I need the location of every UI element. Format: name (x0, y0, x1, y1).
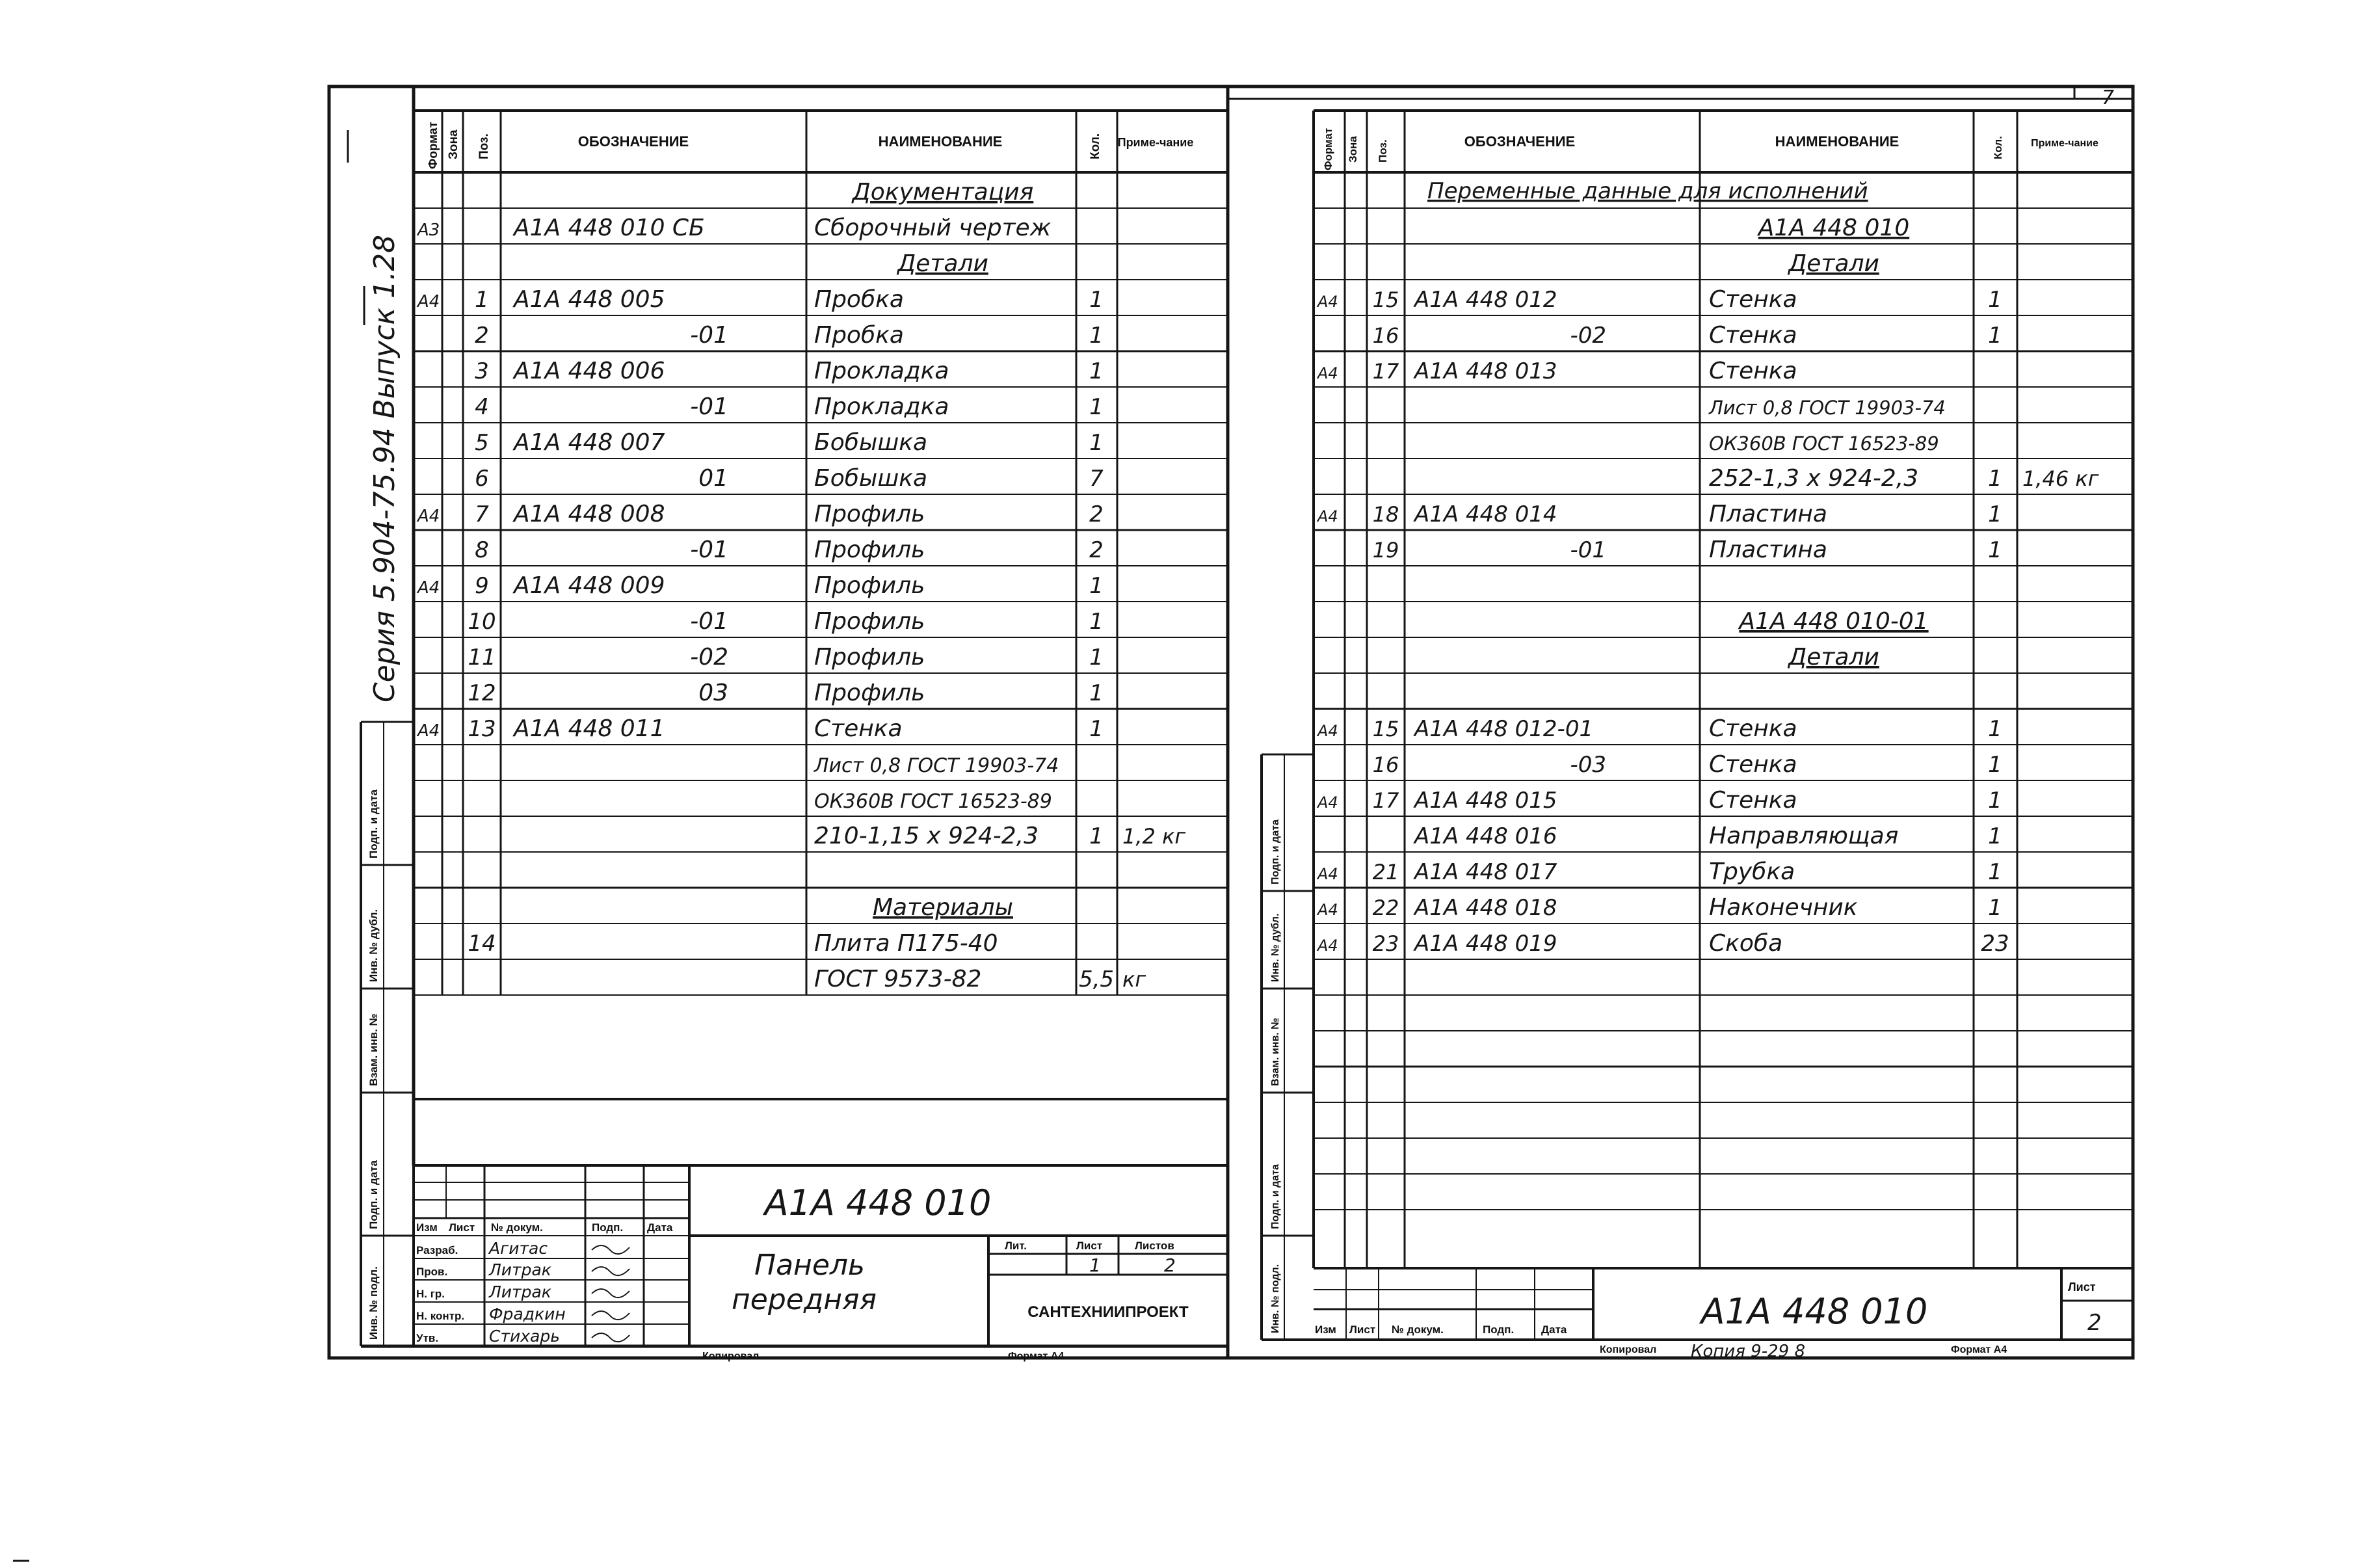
right-page-number-top: 7 (2102, 86, 2115, 109)
signer-0: Агитас (489, 1239, 548, 1258)
left-row-13-pos: 11 (468, 644, 496, 671)
right-row-3-format: A4 (1317, 293, 1338, 311)
left-row-5-qty: 1 (1089, 358, 1104, 384)
stamp-col-doc: № докум. (491, 1221, 543, 1234)
right-footer-copied-value: Копия 9-29 8 (1691, 1342, 1805, 1361)
right-row-15-name: Стенка (1709, 715, 1797, 742)
right-row-15-pos: 15 (1372, 717, 1399, 741)
left-side-label-0: Подп. и дата (367, 789, 380, 858)
right-row-17-designation: А1А 448 015 (1414, 788, 1557, 814)
right-row-6-name: Лист 0,8 ГОСТ 19903-74 (1709, 397, 1946, 419)
right-row-15-format: A4 (1317, 722, 1338, 740)
lit-label: Лит. (1005, 1240, 1027, 1252)
r-header-designation: ОБОЗНАЧЕНИЕ (1464, 133, 1576, 150)
signer-1: Литрак (489, 1260, 551, 1279)
right-side-label-1: Инв. № дубл. (1270, 913, 1281, 982)
left-row-8-pos: 6 (475, 466, 489, 492)
left-row-8-qty: 7 (1089, 466, 1104, 492)
left-row-6-qty: 1 (1089, 394, 1104, 420)
right-row-8-note: 1,46 кг (2022, 466, 2099, 491)
left-row-22-qty: 5,5 (1078, 966, 1115, 992)
left-row-22-note: кг (1122, 967, 1146, 992)
r-header-note: Приме-чание (2031, 138, 2098, 149)
left-row-6-pos: 4 (475, 394, 489, 420)
left-row-1-designation: А1А 448 010 СБ (514, 215, 705, 241)
right-row-17-qty: 1 (1988, 788, 2002, 814)
right-side-label-3: Подп. и дата (1270, 1164, 1281, 1229)
left-row-15-qty: 1 (1089, 716, 1104, 742)
right-row-17-name: Стенка (1709, 787, 1797, 814)
left-row-5-pos: 3 (475, 358, 489, 384)
left-row-15-format: A4 (417, 721, 440, 741)
right-row-12-name: А1А 448 010-01 (1739, 608, 1929, 635)
left-row-4-pos: 2 (475, 323, 489, 349)
right-row-21-designation: А1А 448 019 (1414, 931, 1557, 957)
right-row-10-name: Пластина (1709, 537, 1827, 563)
left-row-12-name: Профиль (814, 608, 925, 635)
left-row-9-qty: 2 (1089, 501, 1104, 527)
left-row-10-qty: 2 (1089, 537, 1104, 563)
left-row-3-qty: 1 (1089, 287, 1104, 313)
left-row-17-name: ОК360В ГОСТ 16523-89 (814, 790, 1052, 813)
right-row-21-qty: 23 (1981, 931, 2009, 957)
r-header-qty: Кол. (1992, 136, 2004, 159)
left-row-9-pos: 7 (475, 501, 489, 527)
r-stamp-col-date: Дата (1541, 1323, 1567, 1336)
role-3: Н. контр. (416, 1310, 465, 1322)
left-row-1-name: Сборочный чертеж (814, 215, 1052, 241)
left-row-21-pos: 14 (468, 931, 496, 957)
right-row-21-format: A4 (1317, 937, 1338, 955)
r-stamp-col-doc: № докум. (1392, 1323, 1444, 1336)
left-row-12-pos: 10 (468, 609, 496, 635)
left-row-11-designation: А1А 448 009 (514, 572, 665, 599)
r-stamp-col-list: Лист (1349, 1323, 1376, 1336)
right-footer-copied: Копировал (1600, 1344, 1657, 1355)
right-drawing-designation: А1А 448 010 (1701, 1291, 1928, 1332)
right-row-10-designation: -01 (1570, 537, 1606, 563)
left-side-label-2: Взам. инв. № (367, 1013, 380, 1086)
right-side-label-4: Инв. № подл. (1270, 1264, 1281, 1333)
left-row-14-qty: 1 (1089, 680, 1104, 706)
right-row-15-qty: 1 (1988, 716, 2002, 742)
right-row-2-name: Детали (1788, 250, 1879, 277)
right-row-4-name: Стенка (1709, 322, 1797, 349)
right-footer-format: Формат А4 (1951, 1344, 2007, 1355)
right-row-8-qty: 1 (1988, 466, 2002, 492)
left-row-3-designation: А1А 448 005 (514, 286, 665, 313)
left-row-16-name: Лист 0,8 ГОСТ 19903-74 (814, 754, 1059, 777)
left-row-7-pos: 5 (475, 430, 489, 456)
sheets-label: Листов (1135, 1240, 1174, 1252)
left-row-8-designation: 01 (698, 465, 728, 492)
role-2: Н. гр. (416, 1288, 445, 1300)
left-row-4-qty: 1 (1089, 323, 1104, 349)
right-row-20-designation: А1А 448 018 (1414, 895, 1557, 921)
left-row-3-format: A4 (417, 292, 440, 312)
right-row-8-name: 252-1,3 х 924-2,3 (1709, 465, 1919, 492)
left-row-3-pos: 1 (475, 287, 489, 313)
right-row-16-designation: -03 (1570, 752, 1606, 778)
left-row-12-qty: 1 (1089, 609, 1104, 635)
stamp-col-sign: Подп. (592, 1221, 624, 1234)
left-row-21-name: Плита П175-40 (814, 930, 998, 957)
right-row-7-name: ОК360В ГОСТ 16523-89 (1709, 432, 1939, 455)
left-row-3-name: Пробка (814, 286, 904, 313)
left-row-5-name: Прокладка (814, 358, 949, 384)
role-0: Разраб. (416, 1244, 458, 1256)
header-pos: Поз. (477, 133, 491, 159)
left-row-14-designation: 03 (698, 680, 728, 706)
right-side-label-2: Взам. инв. № (1270, 1018, 1281, 1086)
variable-data-subtitle: Переменные данные для исполнений (1427, 178, 1868, 204)
header-qty: Кол. (1089, 133, 1102, 159)
right-row-9-name: Пластина (1709, 501, 1827, 527)
r-header-name: НАИМЕНОВАНИЕ (1775, 133, 1899, 150)
left-side-label-3: Подп. и дата (367, 1160, 380, 1229)
right-row-3-name: Стенка (1709, 286, 1797, 313)
right-row-20-qty: 1 (1988, 895, 2002, 921)
left-row-8-name: Бобышка (814, 465, 928, 492)
right-row-19-designation: А1А 448 017 (1414, 859, 1557, 885)
right-row-5-designation: А1А 448 013 (1414, 358, 1557, 384)
right-row-19-qty: 1 (1988, 859, 2002, 885)
header-designation: ОБОЗНАЧЕНИЕ (577, 133, 689, 150)
right-row-20-name: Наконечник (1709, 894, 1858, 921)
left-row-10-designation: -01 (690, 537, 728, 563)
right-row-20-pos: 22 (1372, 896, 1399, 920)
signer-2: Литрак (489, 1282, 551, 1301)
header-name: НАИМЕНОВАНИЕ (878, 133, 1003, 150)
right-row-18-designation: А1А 448 016 (1414, 823, 1557, 849)
left-row-14-pos: 12 (468, 680, 496, 706)
r-header-zone: Зона (1347, 136, 1359, 163)
right-row-9-pos: 18 (1372, 502, 1399, 527)
right-row-3-designation: А1А 448 012 (1414, 287, 1557, 313)
left-row-15-pos: 13 (468, 716, 496, 742)
left-row-6-designation: -01 (690, 393, 728, 420)
right-row-3-pos: 15 (1372, 287, 1399, 312)
right-row-1-name: А1А 448 010 (1758, 215, 1910, 241)
right-row-10-qty: 1 (1988, 537, 2002, 563)
left-row-11-qty: 1 (1089, 573, 1104, 599)
right-row-16-qty: 1 (1988, 752, 2002, 778)
right-row-15-designation: А1А 448 012-01 (1414, 716, 1594, 742)
role-1: Пров. (416, 1266, 448, 1278)
left-row-10-name: Профиль (814, 537, 925, 563)
right-row-16-pos: 16 (1372, 752, 1399, 777)
header-zone: Зона (447, 129, 460, 159)
organization-name: САНТЕХНИИПРОЕКТ (1027, 1303, 1189, 1321)
right-row-5-format: A4 (1317, 364, 1338, 382)
left-row-18-qty: 1 (1089, 823, 1104, 849)
right-row-20-format: A4 (1317, 901, 1338, 919)
r-header-format: Формат (1322, 127, 1334, 170)
right-sheet-value: 2 (2087, 1310, 2102, 1336)
right-row-19-pos: 21 (1372, 860, 1399, 884)
left-row-20-name: Материалы (873, 894, 1013, 921)
left-footer-copied: Копировал (702, 1351, 760, 1362)
right-row-16-name: Стенка (1709, 751, 1797, 778)
left-row-11-pos: 9 (475, 573, 489, 599)
r-header-pos: Поз. (1377, 139, 1389, 163)
left-row-1-format: A3 (417, 220, 440, 240)
left-row-9-name: Профиль (814, 501, 925, 527)
left-row-11-name: Профиль (814, 572, 925, 599)
left-row-7-designation: А1А 448 007 (514, 429, 665, 456)
sheets-value: 2 (1164, 1255, 1176, 1276)
right-row-5-name: Стенка (1709, 358, 1797, 384)
left-row-13-designation: -02 (690, 644, 728, 671)
product-name-line1: Панель (754, 1249, 865, 1282)
right-row-3-qty: 1 (1988, 287, 2002, 313)
r-stamp-col-izm: Изм (1315, 1323, 1336, 1336)
left-side-label-4: Инв. № подл. (367, 1266, 380, 1340)
role-4: Утв. (416, 1332, 439, 1344)
left-row-9-format: A4 (417, 507, 440, 526)
left-row-6-name: Прокладка (814, 393, 949, 420)
left-row-5-designation: А1А 448 006 (514, 358, 665, 384)
left-row-0-name: Документация (852, 179, 1034, 206)
left-row-7-name: Бобышка (814, 429, 928, 456)
stamp-col-date: Дата (647, 1221, 673, 1234)
left-row-2-name: Детали (897, 250, 988, 277)
stamp-col-izm: Изм (416, 1221, 438, 1234)
right-row-21-pos: 23 (1372, 931, 1399, 956)
left-row-12-designation: -01 (690, 608, 728, 635)
left-row-15-name: Стенка (814, 715, 903, 742)
right-row-10-pos: 19 (1372, 538, 1399, 563)
right-row-17-format: A4 (1317, 793, 1338, 812)
stamp-col-list: Лист (449, 1221, 475, 1234)
header-format: Формат (427, 122, 440, 169)
left-footer-format: Формат А4 (1008, 1351, 1065, 1362)
left-row-7-qty: 1 (1089, 430, 1104, 456)
right-row-9-qty: 1 (1988, 501, 2002, 527)
right-side-label-0: Подп. и дата (1270, 819, 1281, 884)
left-row-9-designation: А1А 448 008 (514, 501, 665, 527)
series-margin-text: Серия 5.904-75.94 Выпуск 1.28 (368, 234, 401, 702)
left-row-15-designation: А1А 448 011 (514, 715, 665, 742)
sheet-label: Лист (1076, 1240, 1103, 1252)
right-row-4-pos: 16 (1372, 323, 1399, 348)
signer-4: Стихарь (489, 1327, 560, 1346)
right-sheet-label: Лист (2068, 1281, 2096, 1294)
left-row-22-name: ГОСТ 9573-82 (814, 966, 982, 992)
left-row-4-designation: -01 (690, 322, 728, 349)
r-stamp-col-sign: Подп. (1483, 1323, 1515, 1336)
product-name-line2: передняя (732, 1283, 877, 1316)
header-note: Приме-чание (1117, 136, 1194, 149)
signer-3: Фрадкин (489, 1305, 566, 1323)
left-row-13-qty: 1 (1089, 644, 1104, 671)
left-row-18-name: 210-1,15 х 924-2,3 (814, 823, 1039, 849)
left-row-18-note: 1,2 кг (1122, 824, 1186, 849)
right-row-9-designation: А1А 448 014 (1414, 501, 1557, 527)
right-row-17-pos: 17 (1372, 788, 1399, 813)
right-row-4-qty: 1 (1988, 323, 2002, 349)
left-drawing-designation: А1А 448 010 (764, 1182, 992, 1223)
sheet-value: 1 (1089, 1255, 1101, 1276)
right-row-13-name: Детали (1788, 644, 1879, 671)
left-row-10-pos: 8 (475, 537, 489, 563)
right-row-19-format: A4 (1317, 865, 1338, 883)
right-row-5-pos: 17 (1372, 359, 1399, 384)
right-row-9-format: A4 (1317, 507, 1338, 525)
left-row-13-name: Профиль (814, 644, 925, 671)
right-row-21-name: Скоба (1709, 930, 1783, 957)
right-row-19-name: Трубка (1709, 858, 1795, 885)
left-row-11-format: A4 (417, 578, 440, 598)
left-side-label-1: Инв. № дубл. (367, 909, 380, 982)
right-row-18-name: Направляющая (1709, 823, 1899, 849)
right-row-18-qty: 1 (1988, 823, 2002, 849)
left-row-14-name: Профиль (814, 680, 925, 706)
left-row-4-name: Пробка (814, 322, 904, 349)
right-row-4-designation: -02 (1570, 323, 1606, 349)
